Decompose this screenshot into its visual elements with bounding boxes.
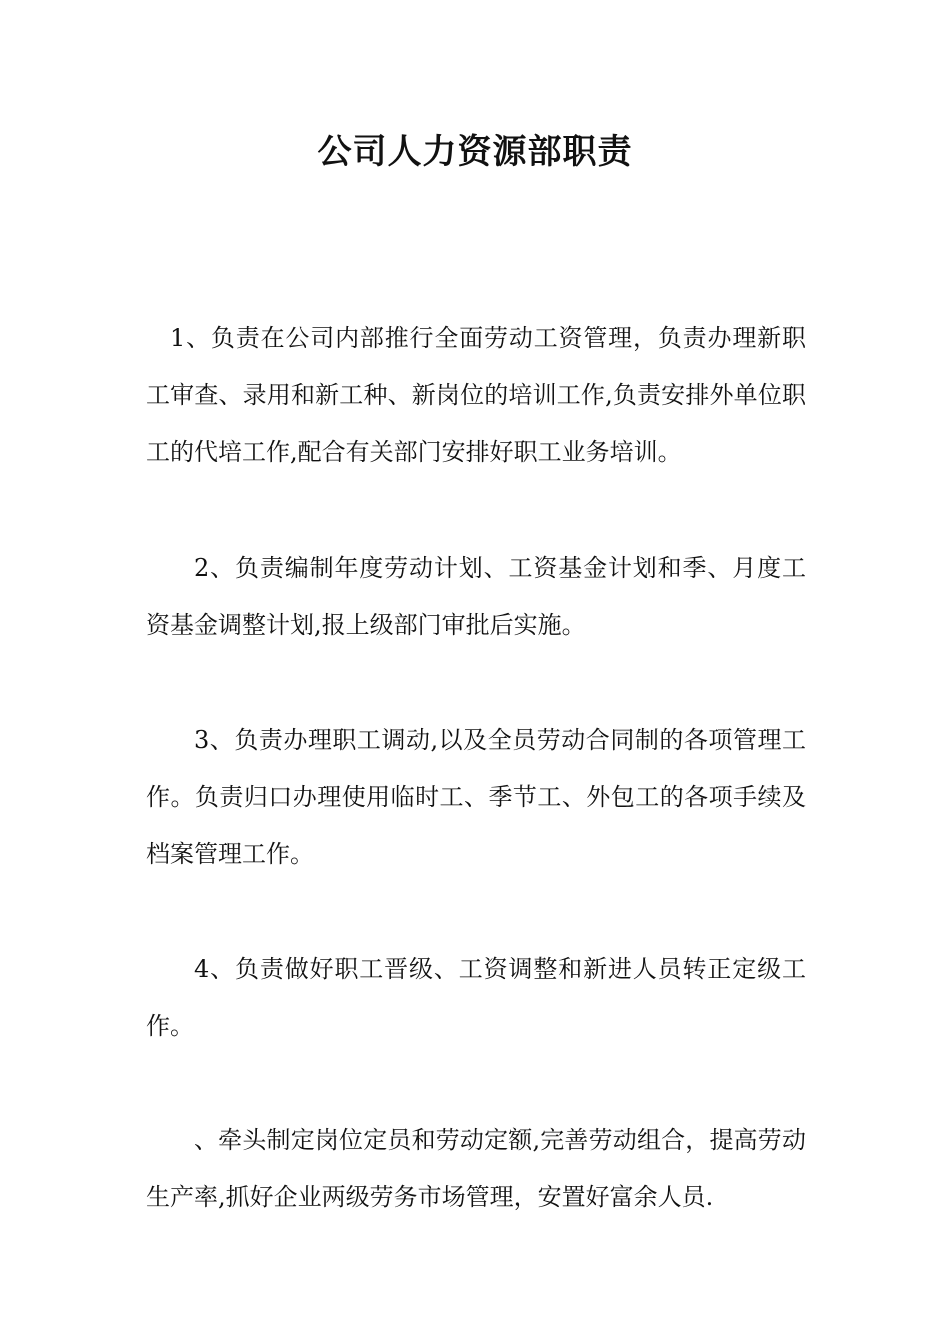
paragraph-5: 、牵头制定岗位定员和劳动定额,完善劳动组合，提高劳动生产率,抓好企业两级劳务市场管理，安置好富余人员.: [146, 1126, 806, 1211]
page-title: 公司人力资源部职责: [317, 132, 633, 172]
paragraph-3: 3、负责办理职工调动,以及全员劳动合同制的各项管理工作。负责归口办理使用临时工、季节工、外包工的各项手续及档案管理工作。: [146, 726, 806, 868]
paragraph-4: 4、负责做好职工晋级、工资调整和新进人员转正定级工作。: [146, 955, 806, 1040]
paragraph-2: 2、负责编制年度劳动计划、工资基金计划和季、月度工资基金调整计划,报上级部门审批后实施。: [146, 554, 806, 639]
paragraph-1: 1、负责在公司内部推行全面劳动工资管理，负责办理新职工审查、录用和新工种、新岗位的培训工作,负责安排外单位职工的代培工作,配合有关部门安排好职工业务培训。: [146, 324, 806, 466]
